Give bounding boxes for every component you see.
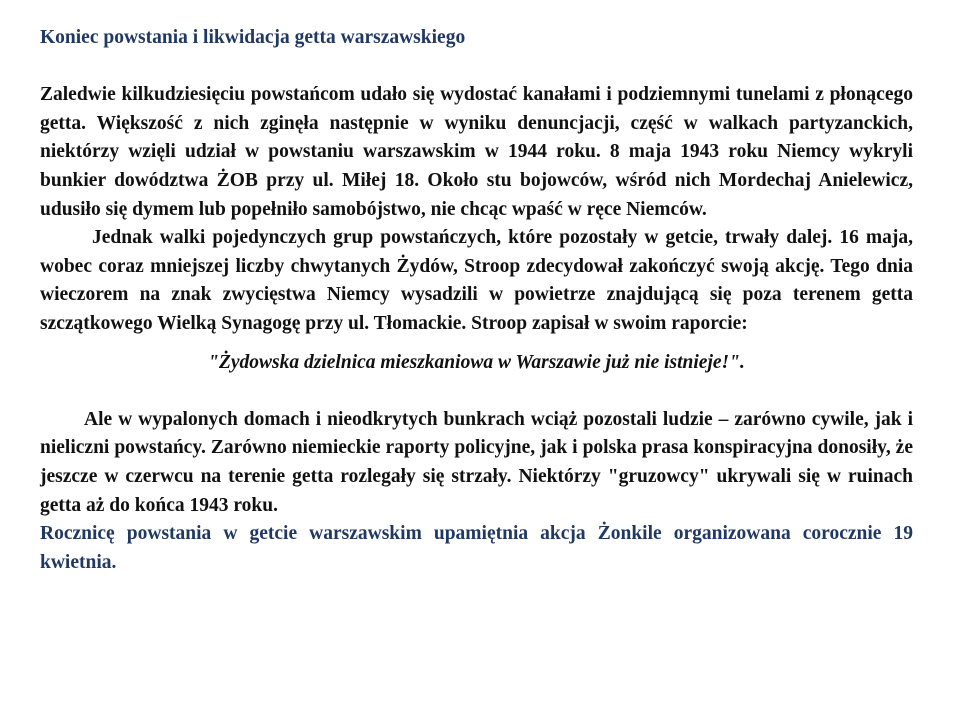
stroop-quote: "Żydowska dzielnica mieszkaniowa w Warszawie już nie istnieje!". <box>208 351 745 373</box>
slide-content <box>40 24 913 577</box>
paragraph-end-of-fighting: Jednak walki pojedynczych grup powstańczych, które pozostały w getcie, trwały dalej. 16 maja, wobec coraz mniejszej liczby chwytanych Żydów, Stroop zdecydował zakończyć swoją akcję. Tego dnia wieczorem na znak zwycięstwa Niemcy wysadzili w powietrze znajdującą się poza terenem getta szczątkowego Wielką Synagogę przy ul. Tłomackie. Stroop zapisał w swoim raporcie: <box>40 227 913 334</box>
paragraph-remaining-people: Ale w wypalonych domach i nieodkrytych bunkrach wciąż pozostali ludzie – zarówno cywile, jak i nieliczni powstańcy. Zarówno niemieckie raporty policyjne, jak i polska prasa konspiracyjna donosiły, że jeszcze w czerwcu na terenie getta rozlegały się strzały. Niektórzy "gruzowcy" ukrywali się w ruinach getta aż do końca 1943 roku. <box>40 408 913 516</box>
slide-title: Koniec powstania i likwidacja getta warszawskiego <box>40 27 466 48</box>
paragraph-anniversary: Rocznicę powstania w getcie warszawskim upamiętnia akcja Żonkile organizowana corocznie 19 kwietnia. <box>40 523 913 573</box>
paragraph-escape-and-bunker: Zaledwie kilkudziesięciu powstańcom udało się wydostać kanałami i podziemnymi tunelami z płonącego getta. Większość z nich zginęła następnie w wyniku denuncjacji, część w walkach partyzanckich, niektórzy wzięli udział w powstaniu warszawskim w 1944 roku. 8 maja 1943 roku Niemcy wykryli bunkier dowództwa ŻOB przy ul. Miłej 18. Około stu bojowców, wśród nich Mordechaj Anielewicz, udusiło się dymem lub popełniło samobójstwo, nie chcąc wpaść w ręce Niemców. <box>40 84 913 220</box>
